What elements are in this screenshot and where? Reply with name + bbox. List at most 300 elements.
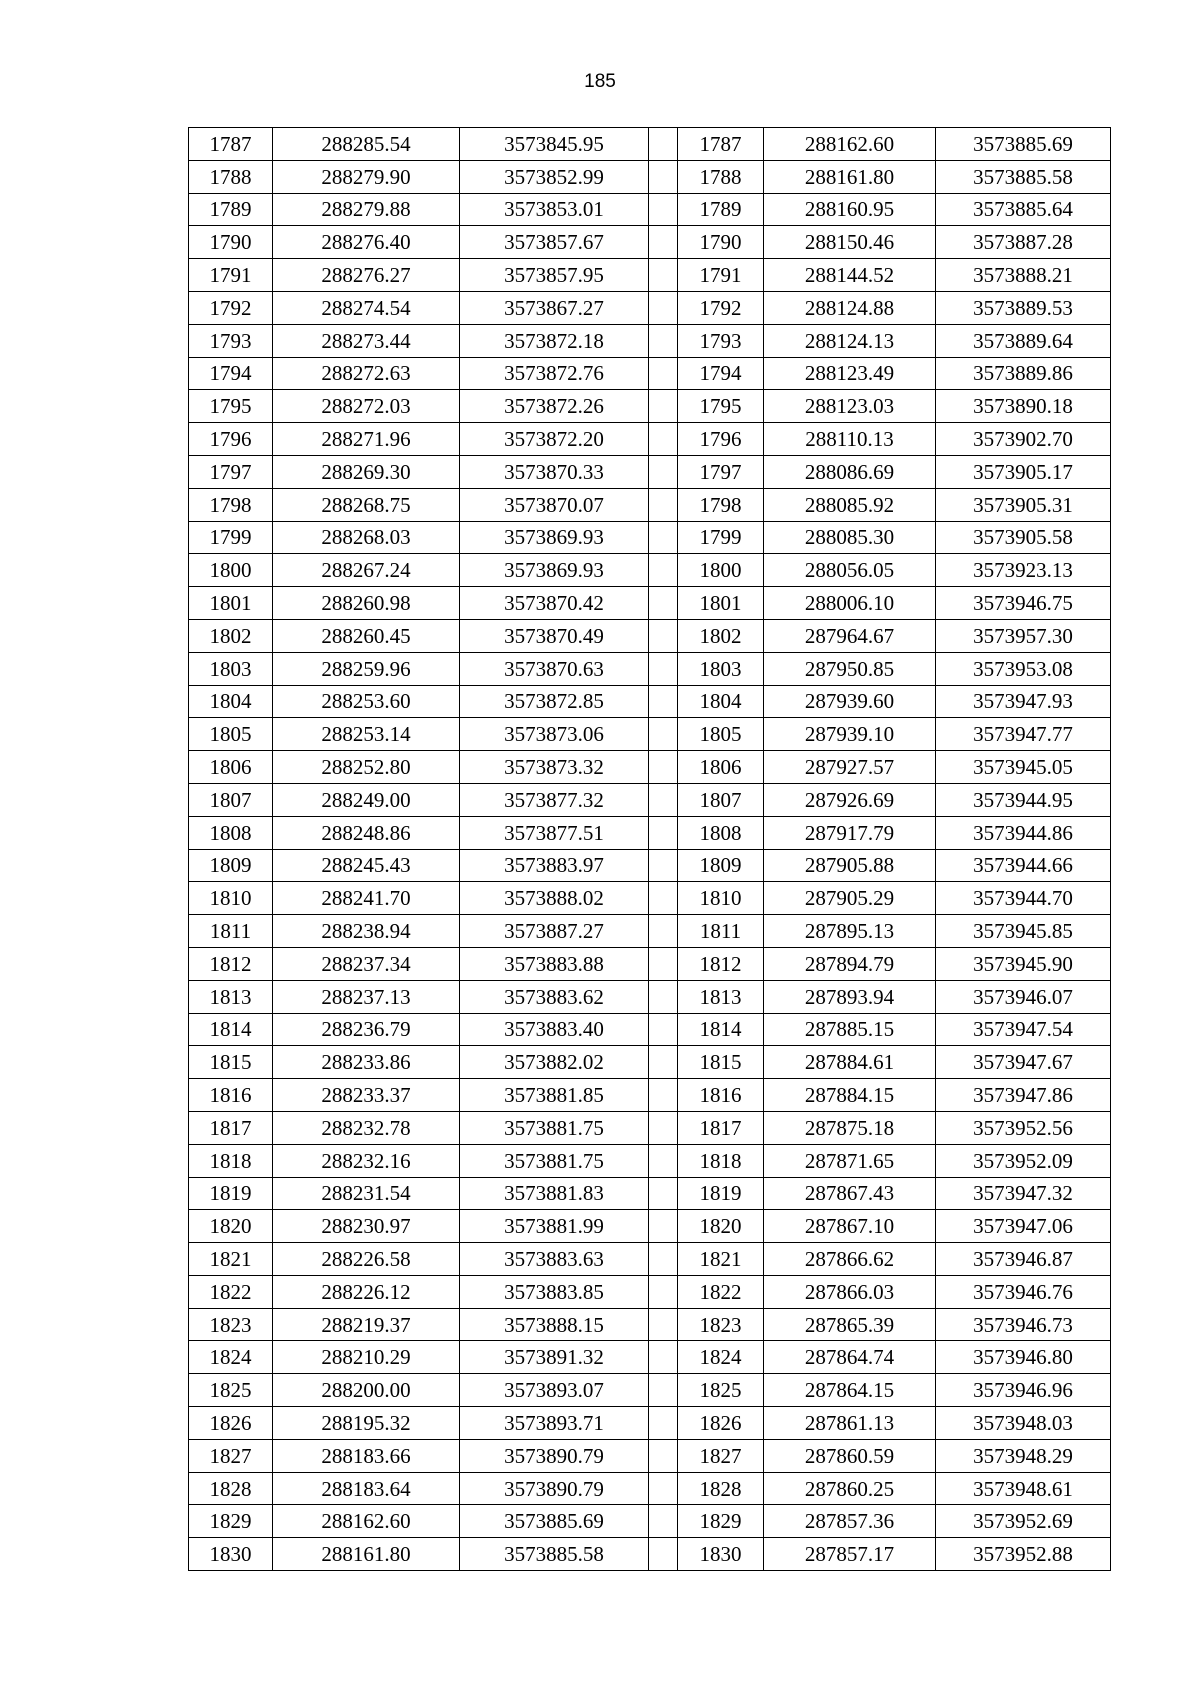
spacer-cell bbox=[649, 357, 678, 390]
table-row bbox=[189, 1439, 1111, 1472]
table-row bbox=[189, 1275, 1111, 1308]
y-coordinate-right: 3573946.76 bbox=[936, 1275, 1111, 1308]
y-coordinate-left: 3573872.76 bbox=[460, 357, 649, 390]
x-coordinate-left: 288245.43 bbox=[273, 849, 460, 882]
table-row bbox=[189, 554, 1111, 587]
y-coordinate-right: 3573946.73 bbox=[936, 1308, 1111, 1341]
y-coordinate-left: 3573870.63 bbox=[460, 652, 649, 685]
point-number-left: 1820 bbox=[189, 1210, 273, 1243]
spacer-cell bbox=[649, 751, 678, 784]
y-coordinate-right: 3573947.67 bbox=[936, 1046, 1111, 1079]
y-coordinate-right: 3573947.93 bbox=[936, 685, 1111, 718]
point-number-right: 1814 bbox=[678, 1013, 764, 1046]
x-coordinate-left: 288237.13 bbox=[273, 980, 460, 1013]
point-number-left: 1824 bbox=[189, 1341, 273, 1374]
y-coordinate-right: 3573953.08 bbox=[936, 652, 1111, 685]
x-coordinate-left: 288183.64 bbox=[273, 1472, 460, 1505]
point-number-left: 1791 bbox=[189, 259, 273, 292]
point-number-right: 1822 bbox=[678, 1275, 764, 1308]
y-coordinate-right: 3573889.86 bbox=[936, 357, 1111, 390]
x-coordinate-right: 287894.79 bbox=[764, 947, 936, 980]
x-coordinate-right: 288086.69 bbox=[764, 455, 936, 488]
point-number-right: 1807 bbox=[678, 783, 764, 816]
y-coordinate-left: 3573872.85 bbox=[460, 685, 649, 718]
table-row bbox=[189, 1210, 1111, 1243]
table-row bbox=[189, 816, 1111, 849]
point-number-left: 1813 bbox=[189, 980, 273, 1013]
point-number-left: 1809 bbox=[189, 849, 273, 882]
spacer-cell bbox=[649, 1505, 678, 1538]
x-coordinate-left: 288183.66 bbox=[273, 1439, 460, 1472]
y-coordinate-right: 3573944.95 bbox=[936, 783, 1111, 816]
y-coordinate-left: 3573881.75 bbox=[460, 1144, 649, 1177]
table-row bbox=[189, 226, 1111, 259]
y-coordinate-left: 3573881.75 bbox=[460, 1111, 649, 1144]
point-number-left: 1826 bbox=[189, 1407, 273, 1440]
table-row bbox=[189, 1341, 1111, 1374]
point-number-right: 1793 bbox=[678, 324, 764, 357]
point-number-left: 1808 bbox=[189, 816, 273, 849]
point-number-left: 1805 bbox=[189, 718, 273, 751]
x-coordinate-right: 287939.60 bbox=[764, 685, 936, 718]
y-coordinate-right: 3573945.05 bbox=[936, 751, 1111, 784]
x-coordinate-left: 288241.70 bbox=[273, 882, 460, 915]
x-coordinate-left: 288269.30 bbox=[273, 455, 460, 488]
table-row bbox=[189, 160, 1111, 193]
point-number-right: 1813 bbox=[678, 980, 764, 1013]
x-coordinate-right: 288110.13 bbox=[764, 423, 936, 456]
spacer-cell bbox=[649, 1407, 678, 1440]
table-row bbox=[189, 619, 1111, 652]
point-number-right: 1796 bbox=[678, 423, 764, 456]
spacer-cell bbox=[649, 128, 678, 161]
spacer-cell bbox=[649, 685, 678, 718]
x-coordinate-left: 288219.37 bbox=[273, 1308, 460, 1341]
y-coordinate-left: 3573883.85 bbox=[460, 1275, 649, 1308]
x-coordinate-right: 287861.13 bbox=[764, 1407, 936, 1440]
point-number-right: 1824 bbox=[678, 1341, 764, 1374]
point-number-left: 1815 bbox=[189, 1046, 273, 1079]
spacer-cell bbox=[649, 882, 678, 915]
y-coordinate-right: 3573947.32 bbox=[936, 1177, 1111, 1210]
point-number-right: 1810 bbox=[678, 882, 764, 915]
y-coordinate-left: 3573873.32 bbox=[460, 751, 649, 784]
y-coordinate-right: 3573948.03 bbox=[936, 1407, 1111, 1440]
x-coordinate-left: 288274.54 bbox=[273, 291, 460, 324]
spacer-cell bbox=[649, 390, 678, 423]
table-row bbox=[189, 1308, 1111, 1341]
point-number-left: 1789 bbox=[189, 193, 273, 226]
point-number-left: 1810 bbox=[189, 882, 273, 915]
x-coordinate-right: 287895.13 bbox=[764, 915, 936, 948]
x-coordinate-right: 287865.39 bbox=[764, 1308, 936, 1341]
point-number-left: 1818 bbox=[189, 1144, 273, 1177]
x-coordinate-right: 288144.52 bbox=[764, 259, 936, 292]
y-coordinate-right: 3573952.56 bbox=[936, 1111, 1111, 1144]
table-row bbox=[189, 849, 1111, 882]
spacer-cell bbox=[649, 324, 678, 357]
y-coordinate-left: 3573869.93 bbox=[460, 554, 649, 587]
x-coordinate-left: 288248.86 bbox=[273, 816, 460, 849]
y-coordinate-right: 3573945.90 bbox=[936, 947, 1111, 980]
spacer-cell bbox=[649, 1439, 678, 1472]
x-coordinate-right: 287866.03 bbox=[764, 1275, 936, 1308]
x-coordinate-right: 287864.15 bbox=[764, 1374, 936, 1407]
x-coordinate-left: 288260.45 bbox=[273, 619, 460, 652]
spacer-cell bbox=[649, 947, 678, 980]
y-coordinate-left: 3573881.99 bbox=[460, 1210, 649, 1243]
point-number-left: 1792 bbox=[189, 291, 273, 324]
spacer-cell bbox=[649, 1538, 678, 1571]
table-row bbox=[189, 1374, 1111, 1407]
x-coordinate-left: 288236.79 bbox=[273, 1013, 460, 1046]
point-number-right: 1818 bbox=[678, 1144, 764, 1177]
y-coordinate-left: 3573890.79 bbox=[460, 1439, 649, 1472]
table-row bbox=[189, 587, 1111, 620]
x-coordinate-left: 288273.44 bbox=[273, 324, 460, 357]
x-coordinate-left: 288279.88 bbox=[273, 193, 460, 226]
x-coordinate-left: 288276.27 bbox=[273, 259, 460, 292]
point-number-left: 1803 bbox=[189, 652, 273, 685]
y-coordinate-left: 3573890.79 bbox=[460, 1472, 649, 1505]
point-number-left: 1819 bbox=[189, 1177, 273, 1210]
table-row bbox=[189, 1177, 1111, 1210]
point-number-right: 1826 bbox=[678, 1407, 764, 1440]
table-row bbox=[189, 783, 1111, 816]
x-coordinate-right: 287860.59 bbox=[764, 1439, 936, 1472]
y-coordinate-right: 3573957.30 bbox=[936, 619, 1111, 652]
point-number-left: 1793 bbox=[189, 324, 273, 357]
x-coordinate-right: 287884.15 bbox=[764, 1079, 936, 1112]
table-row bbox=[189, 1538, 1111, 1571]
y-coordinate-right: 3573946.80 bbox=[936, 1341, 1111, 1374]
point-number-left: 1794 bbox=[189, 357, 273, 390]
x-coordinate-right: 287884.61 bbox=[764, 1046, 936, 1079]
y-coordinate-left: 3573883.88 bbox=[460, 947, 649, 980]
x-coordinate-left: 288232.16 bbox=[273, 1144, 460, 1177]
x-coordinate-right: 288006.10 bbox=[764, 587, 936, 620]
x-coordinate-right: 287964.67 bbox=[764, 619, 936, 652]
y-coordinate-right: 3573885.69 bbox=[936, 128, 1111, 161]
y-coordinate-left: 3573870.33 bbox=[460, 455, 649, 488]
x-coordinate-left: 288268.03 bbox=[273, 521, 460, 554]
y-coordinate-right: 3573952.69 bbox=[936, 1505, 1111, 1538]
point-number-left: 1817 bbox=[189, 1111, 273, 1144]
x-coordinate-left: 288271.96 bbox=[273, 423, 460, 456]
point-number-right: 1795 bbox=[678, 390, 764, 423]
spacer-cell bbox=[649, 587, 678, 620]
point-number-left: 1804 bbox=[189, 685, 273, 718]
y-coordinate-left: 3573870.07 bbox=[460, 488, 649, 521]
y-coordinate-right: 3573888.21 bbox=[936, 259, 1111, 292]
y-coordinate-right: 3573923.13 bbox=[936, 554, 1111, 587]
spacer-cell bbox=[649, 1079, 678, 1112]
point-number-right: 1821 bbox=[678, 1243, 764, 1276]
y-coordinate-right: 3573946.07 bbox=[936, 980, 1111, 1013]
point-number-left: 1828 bbox=[189, 1472, 273, 1505]
y-coordinate-left: 3573857.95 bbox=[460, 259, 649, 292]
x-coordinate-right: 288056.05 bbox=[764, 554, 936, 587]
spacer-cell bbox=[649, 226, 678, 259]
table-row bbox=[189, 193, 1111, 226]
x-coordinate-left: 288195.32 bbox=[273, 1407, 460, 1440]
x-coordinate-left: 288232.78 bbox=[273, 1111, 460, 1144]
x-coordinate-right: 287893.94 bbox=[764, 980, 936, 1013]
y-coordinate-left: 3573873.06 bbox=[460, 718, 649, 751]
y-coordinate-left: 3573877.51 bbox=[460, 816, 649, 849]
y-coordinate-right: 3573902.70 bbox=[936, 423, 1111, 456]
point-number-right: 1830 bbox=[678, 1538, 764, 1571]
x-coordinate-right: 287866.62 bbox=[764, 1243, 936, 1276]
point-number-right: 1801 bbox=[678, 587, 764, 620]
y-coordinate-right: 3573905.31 bbox=[936, 488, 1111, 521]
point-number-right: 1828 bbox=[678, 1472, 764, 1505]
y-coordinate-right: 3573947.54 bbox=[936, 1013, 1111, 1046]
table-row bbox=[189, 1111, 1111, 1144]
x-coordinate-left: 288268.75 bbox=[273, 488, 460, 521]
x-coordinate-right: 287867.43 bbox=[764, 1177, 936, 1210]
point-number-right: 1799 bbox=[678, 521, 764, 554]
x-coordinate-left: 288161.80 bbox=[273, 1538, 460, 1571]
spacer-cell bbox=[649, 423, 678, 456]
y-coordinate-left: 3573867.27 bbox=[460, 291, 649, 324]
y-coordinate-right: 3573952.88 bbox=[936, 1538, 1111, 1571]
table-row bbox=[189, 1472, 1111, 1505]
x-coordinate-right: 288124.88 bbox=[764, 291, 936, 324]
point-number-left: 1788 bbox=[189, 160, 273, 193]
spacer-cell bbox=[649, 1144, 678, 1177]
x-coordinate-right: 288123.03 bbox=[764, 390, 936, 423]
point-number-right: 1815 bbox=[678, 1046, 764, 1079]
y-coordinate-left: 3573891.32 bbox=[460, 1341, 649, 1374]
spacer-cell bbox=[649, 488, 678, 521]
point-number-right: 1805 bbox=[678, 718, 764, 751]
point-number-right: 1803 bbox=[678, 652, 764, 685]
point-number-left: 1807 bbox=[189, 783, 273, 816]
point-number-right: 1811 bbox=[678, 915, 764, 948]
y-coordinate-right: 3573952.09 bbox=[936, 1144, 1111, 1177]
x-coordinate-left: 288260.98 bbox=[273, 587, 460, 620]
spacer-cell bbox=[649, 1275, 678, 1308]
x-coordinate-right: 288124.13 bbox=[764, 324, 936, 357]
x-coordinate-left: 288226.58 bbox=[273, 1243, 460, 1276]
point-number-right: 1791 bbox=[678, 259, 764, 292]
coordinate-table bbox=[188, 127, 1111, 1571]
x-coordinate-left: 288230.97 bbox=[273, 1210, 460, 1243]
y-coordinate-left: 3573881.83 bbox=[460, 1177, 649, 1210]
x-coordinate-left: 288237.34 bbox=[273, 947, 460, 980]
point-number-right: 1797 bbox=[678, 455, 764, 488]
table-row bbox=[189, 324, 1111, 357]
y-coordinate-right: 3573944.66 bbox=[936, 849, 1111, 882]
spacer-cell bbox=[649, 291, 678, 324]
x-coordinate-left: 288285.54 bbox=[273, 128, 460, 161]
x-coordinate-right: 287926.69 bbox=[764, 783, 936, 816]
spacer-cell bbox=[649, 1472, 678, 1505]
table-row bbox=[189, 947, 1111, 980]
x-coordinate-right: 287867.10 bbox=[764, 1210, 936, 1243]
y-coordinate-left: 3573872.20 bbox=[460, 423, 649, 456]
x-coordinate-left: 288259.96 bbox=[273, 652, 460, 685]
x-coordinate-right: 287939.10 bbox=[764, 718, 936, 751]
x-coordinate-right: 288162.60 bbox=[764, 128, 936, 161]
y-coordinate-right: 3573948.29 bbox=[936, 1439, 1111, 1472]
y-coordinate-right: 3573944.70 bbox=[936, 882, 1111, 915]
y-coordinate-left: 3573870.42 bbox=[460, 587, 649, 620]
x-coordinate-left: 288200.00 bbox=[273, 1374, 460, 1407]
point-number-left: 1790 bbox=[189, 226, 273, 259]
x-coordinate-left: 288231.54 bbox=[273, 1177, 460, 1210]
x-coordinate-right: 287885.15 bbox=[764, 1013, 936, 1046]
y-coordinate-right: 3573945.85 bbox=[936, 915, 1111, 948]
x-coordinate-right: 288085.92 bbox=[764, 488, 936, 521]
y-coordinate-right: 3573947.86 bbox=[936, 1079, 1111, 1112]
point-number-right: 1789 bbox=[678, 193, 764, 226]
x-coordinate-left: 288162.60 bbox=[273, 1505, 460, 1538]
point-number-right: 1788 bbox=[678, 160, 764, 193]
x-coordinate-right: 287875.18 bbox=[764, 1111, 936, 1144]
y-coordinate-right: 3573905.17 bbox=[936, 455, 1111, 488]
x-coordinate-right: 287857.17 bbox=[764, 1538, 936, 1571]
x-coordinate-right: 287950.85 bbox=[764, 652, 936, 685]
spacer-cell bbox=[649, 554, 678, 587]
table-row bbox=[189, 455, 1111, 488]
point-number-right: 1806 bbox=[678, 751, 764, 784]
point-number-left: 1806 bbox=[189, 751, 273, 784]
y-coordinate-left: 3573888.15 bbox=[460, 1308, 649, 1341]
y-coordinate-left: 3573888.02 bbox=[460, 882, 649, 915]
point-number-left: 1827 bbox=[189, 1439, 273, 1472]
point-number-right: 1808 bbox=[678, 816, 764, 849]
x-coordinate-left: 288272.63 bbox=[273, 357, 460, 390]
table-row bbox=[189, 882, 1111, 915]
point-number-left: 1812 bbox=[189, 947, 273, 980]
spacer-cell bbox=[649, 783, 678, 816]
y-coordinate-right: 3573946.75 bbox=[936, 587, 1111, 620]
x-coordinate-left: 288267.24 bbox=[273, 554, 460, 587]
table-row bbox=[189, 1144, 1111, 1177]
x-coordinate-right: 288150.46 bbox=[764, 226, 936, 259]
point-number-right: 1800 bbox=[678, 554, 764, 587]
spacer-cell bbox=[649, 1013, 678, 1046]
point-number-right: 1829 bbox=[678, 1505, 764, 1538]
y-coordinate-right: 3573887.28 bbox=[936, 226, 1111, 259]
table-row bbox=[189, 291, 1111, 324]
y-coordinate-left: 3573893.07 bbox=[460, 1374, 649, 1407]
spacer-cell bbox=[649, 259, 678, 292]
table-row bbox=[189, 751, 1111, 784]
point-number-right: 1825 bbox=[678, 1374, 764, 1407]
point-number-right: 1820 bbox=[678, 1210, 764, 1243]
y-coordinate-left: 3573887.27 bbox=[460, 915, 649, 948]
y-coordinate-left: 3573872.26 bbox=[460, 390, 649, 423]
x-coordinate-left: 288253.60 bbox=[273, 685, 460, 718]
x-coordinate-right: 287860.25 bbox=[764, 1472, 936, 1505]
table-row bbox=[189, 1243, 1111, 1276]
table-row bbox=[189, 128, 1111, 161]
point-number-right: 1817 bbox=[678, 1111, 764, 1144]
x-coordinate-right: 287927.57 bbox=[764, 751, 936, 784]
table-row bbox=[189, 980, 1111, 1013]
x-coordinate-right: 288123.49 bbox=[764, 357, 936, 390]
table-row bbox=[189, 357, 1111, 390]
y-coordinate-left: 3573883.63 bbox=[460, 1243, 649, 1276]
point-number-right: 1809 bbox=[678, 849, 764, 882]
point-number-right: 1794 bbox=[678, 357, 764, 390]
point-number-left: 1796 bbox=[189, 423, 273, 456]
y-coordinate-left: 3573870.49 bbox=[460, 619, 649, 652]
y-coordinate-right: 3573944.86 bbox=[936, 816, 1111, 849]
point-number-right: 1798 bbox=[678, 488, 764, 521]
x-coordinate-left: 288233.86 bbox=[273, 1046, 460, 1079]
page-number: 185 bbox=[584, 71, 616, 92]
table-row bbox=[189, 652, 1111, 685]
point-number-left: 1801 bbox=[189, 587, 273, 620]
point-number-left: 1787 bbox=[189, 128, 273, 161]
x-coordinate-right: 288161.80 bbox=[764, 160, 936, 193]
spacer-cell bbox=[649, 1046, 678, 1079]
y-coordinate-right: 3573905.58 bbox=[936, 521, 1111, 554]
table-row bbox=[189, 1079, 1111, 1112]
point-number-left: 1798 bbox=[189, 488, 273, 521]
point-number-right: 1790 bbox=[678, 226, 764, 259]
spacer-cell bbox=[649, 652, 678, 685]
spacer-cell bbox=[649, 1243, 678, 1276]
table-row bbox=[189, 915, 1111, 948]
y-coordinate-left: 3573857.67 bbox=[460, 226, 649, 259]
x-coordinate-left: 288253.14 bbox=[273, 718, 460, 751]
point-number-left: 1822 bbox=[189, 1275, 273, 1308]
x-coordinate-left: 288279.90 bbox=[273, 160, 460, 193]
y-coordinate-left: 3573845.95 bbox=[460, 128, 649, 161]
spacer-cell bbox=[649, 1374, 678, 1407]
spacer-cell bbox=[649, 849, 678, 882]
point-number-right: 1816 bbox=[678, 1079, 764, 1112]
table-row bbox=[189, 1505, 1111, 1538]
y-coordinate-left: 3573885.69 bbox=[460, 1505, 649, 1538]
spacer-cell bbox=[649, 1341, 678, 1374]
table-row bbox=[189, 1407, 1111, 1440]
y-coordinate-left: 3573883.97 bbox=[460, 849, 649, 882]
x-coordinate-left: 288272.03 bbox=[273, 390, 460, 423]
coordinate-table-body bbox=[189, 128, 1111, 1571]
point-number-right: 1787 bbox=[678, 128, 764, 161]
point-number-right: 1802 bbox=[678, 619, 764, 652]
y-coordinate-right: 3573947.77 bbox=[936, 718, 1111, 751]
y-coordinate-left: 3573881.85 bbox=[460, 1079, 649, 1112]
x-coordinate-right: 287905.88 bbox=[764, 849, 936, 882]
spacer-cell bbox=[649, 193, 678, 226]
x-coordinate-right: 288085.30 bbox=[764, 521, 936, 554]
y-coordinate-left: 3573885.58 bbox=[460, 1538, 649, 1571]
point-number-left: 1800 bbox=[189, 554, 273, 587]
point-number-right: 1812 bbox=[678, 947, 764, 980]
point-number-left: 1821 bbox=[189, 1243, 273, 1276]
spacer-cell bbox=[649, 521, 678, 554]
spacer-cell bbox=[649, 160, 678, 193]
point-number-left: 1829 bbox=[189, 1505, 273, 1538]
point-number-left: 1814 bbox=[189, 1013, 273, 1046]
y-coordinate-left: 3573882.02 bbox=[460, 1046, 649, 1079]
x-coordinate-left: 288233.37 bbox=[273, 1079, 460, 1112]
spacer-cell bbox=[649, 1111, 678, 1144]
point-number-left: 1802 bbox=[189, 619, 273, 652]
point-number-right: 1792 bbox=[678, 291, 764, 324]
spacer-cell bbox=[649, 1308, 678, 1341]
spacer-cell bbox=[649, 455, 678, 488]
spacer-cell bbox=[649, 980, 678, 1013]
y-coordinate-right: 3573885.58 bbox=[936, 160, 1111, 193]
